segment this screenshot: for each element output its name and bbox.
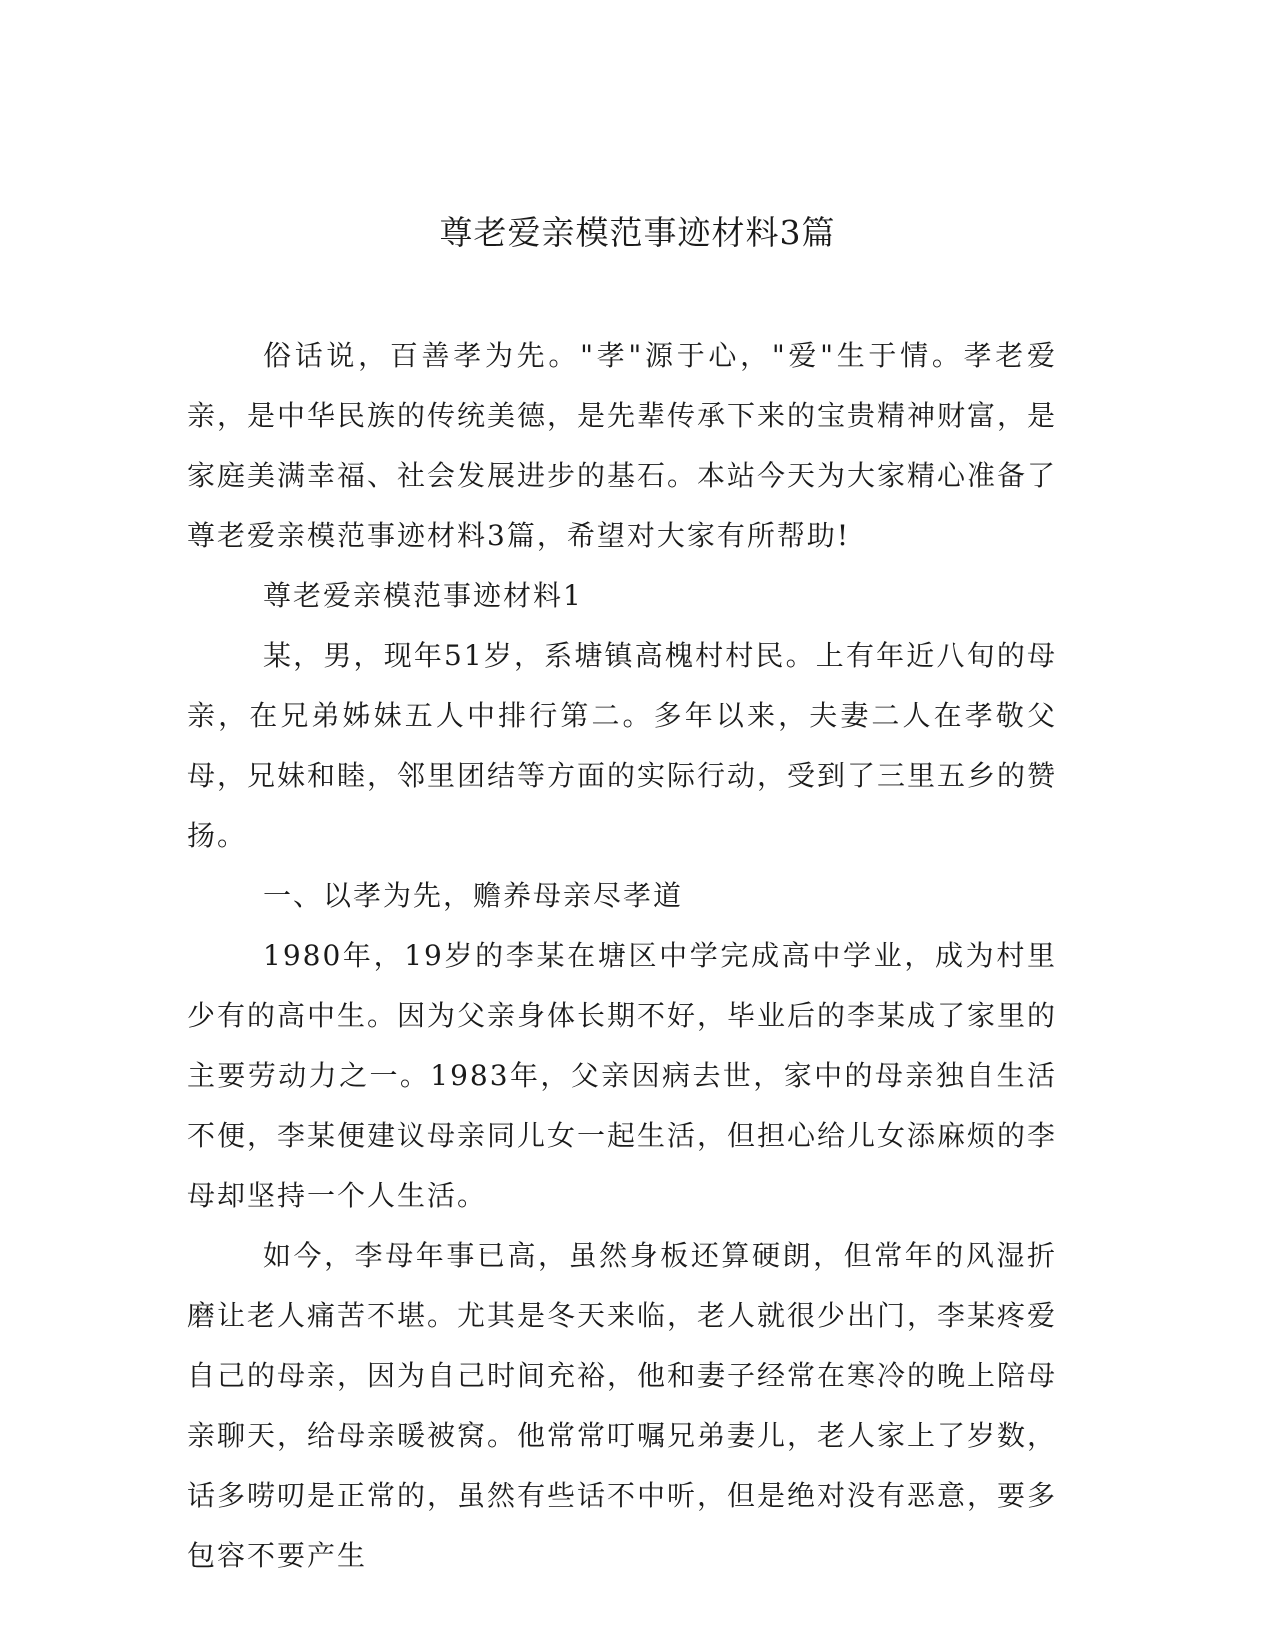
person-introduction-paragraph: 某，男，现年51岁，系塘镇高槐村村民。上有年近八旬的母亲，在兄弟姊妹五人中排行第二。多年以来，夫妻二人在孝敬父母，兄妹和睦，邻里团结等方面的实际行动，受到了三里五乡的赞扬。 bbox=[187, 639, 1058, 852]
document-body bbox=[187, 326, 1057, 1586]
history-paragraph: 1980年，19岁的李某在塘区中学完成高中学业，成为村里少有的高中生。因为父亲身体长期不好，毕业后的李某成了家里的主要劳动力之一。1983年，父亲因病去世，家中的母亲独自生活不便，李某便建议母亲同儿女一起生活，但担心给儿女添麻烦的李母却坚持一个人生活。 bbox=[187, 939, 1058, 1212]
intro-paragraph: 俗话说，百善孝为先。"孝"源于心，"爱"生于情。孝老爱亲，是中华民族的传统美德，是先辈传承下来的宝贵精神财富，是家庭美满幸福、社会发展进步的基石。本站今天为大家精心准备了尊老爱亲模范事迹材料3篇，希望对大家有所帮助! bbox=[187, 339, 1058, 552]
care-paragraph: 如今，李母年事已高，虽然身板还算硬朗，但常年的风湿折磨让老人痛苦不堪。尤其是冬天来临，老人就很少出门，李某疼爱自己的母亲，因为自己时间充裕，他和妻子经常在寒冷的晚上陪母亲聊天，给母亲暖被窝。他常常叮嘱兄弟妻儿，老人家上了岁数，话多唠叨是正常的，虽然有些话不中听，但是绝对没有恶意，要多包容不要产生 bbox=[187, 1239, 1058, 1572]
document-title: 尊老爱亲模范事迹材料3篇 bbox=[439, 213, 836, 252]
section-heading-1: 尊老爱亲模范事迹材料1 bbox=[263, 579, 583, 612]
subsection-heading-1: 一、以孝为先，赡养母亲尽孝道 bbox=[263, 879, 684, 912]
